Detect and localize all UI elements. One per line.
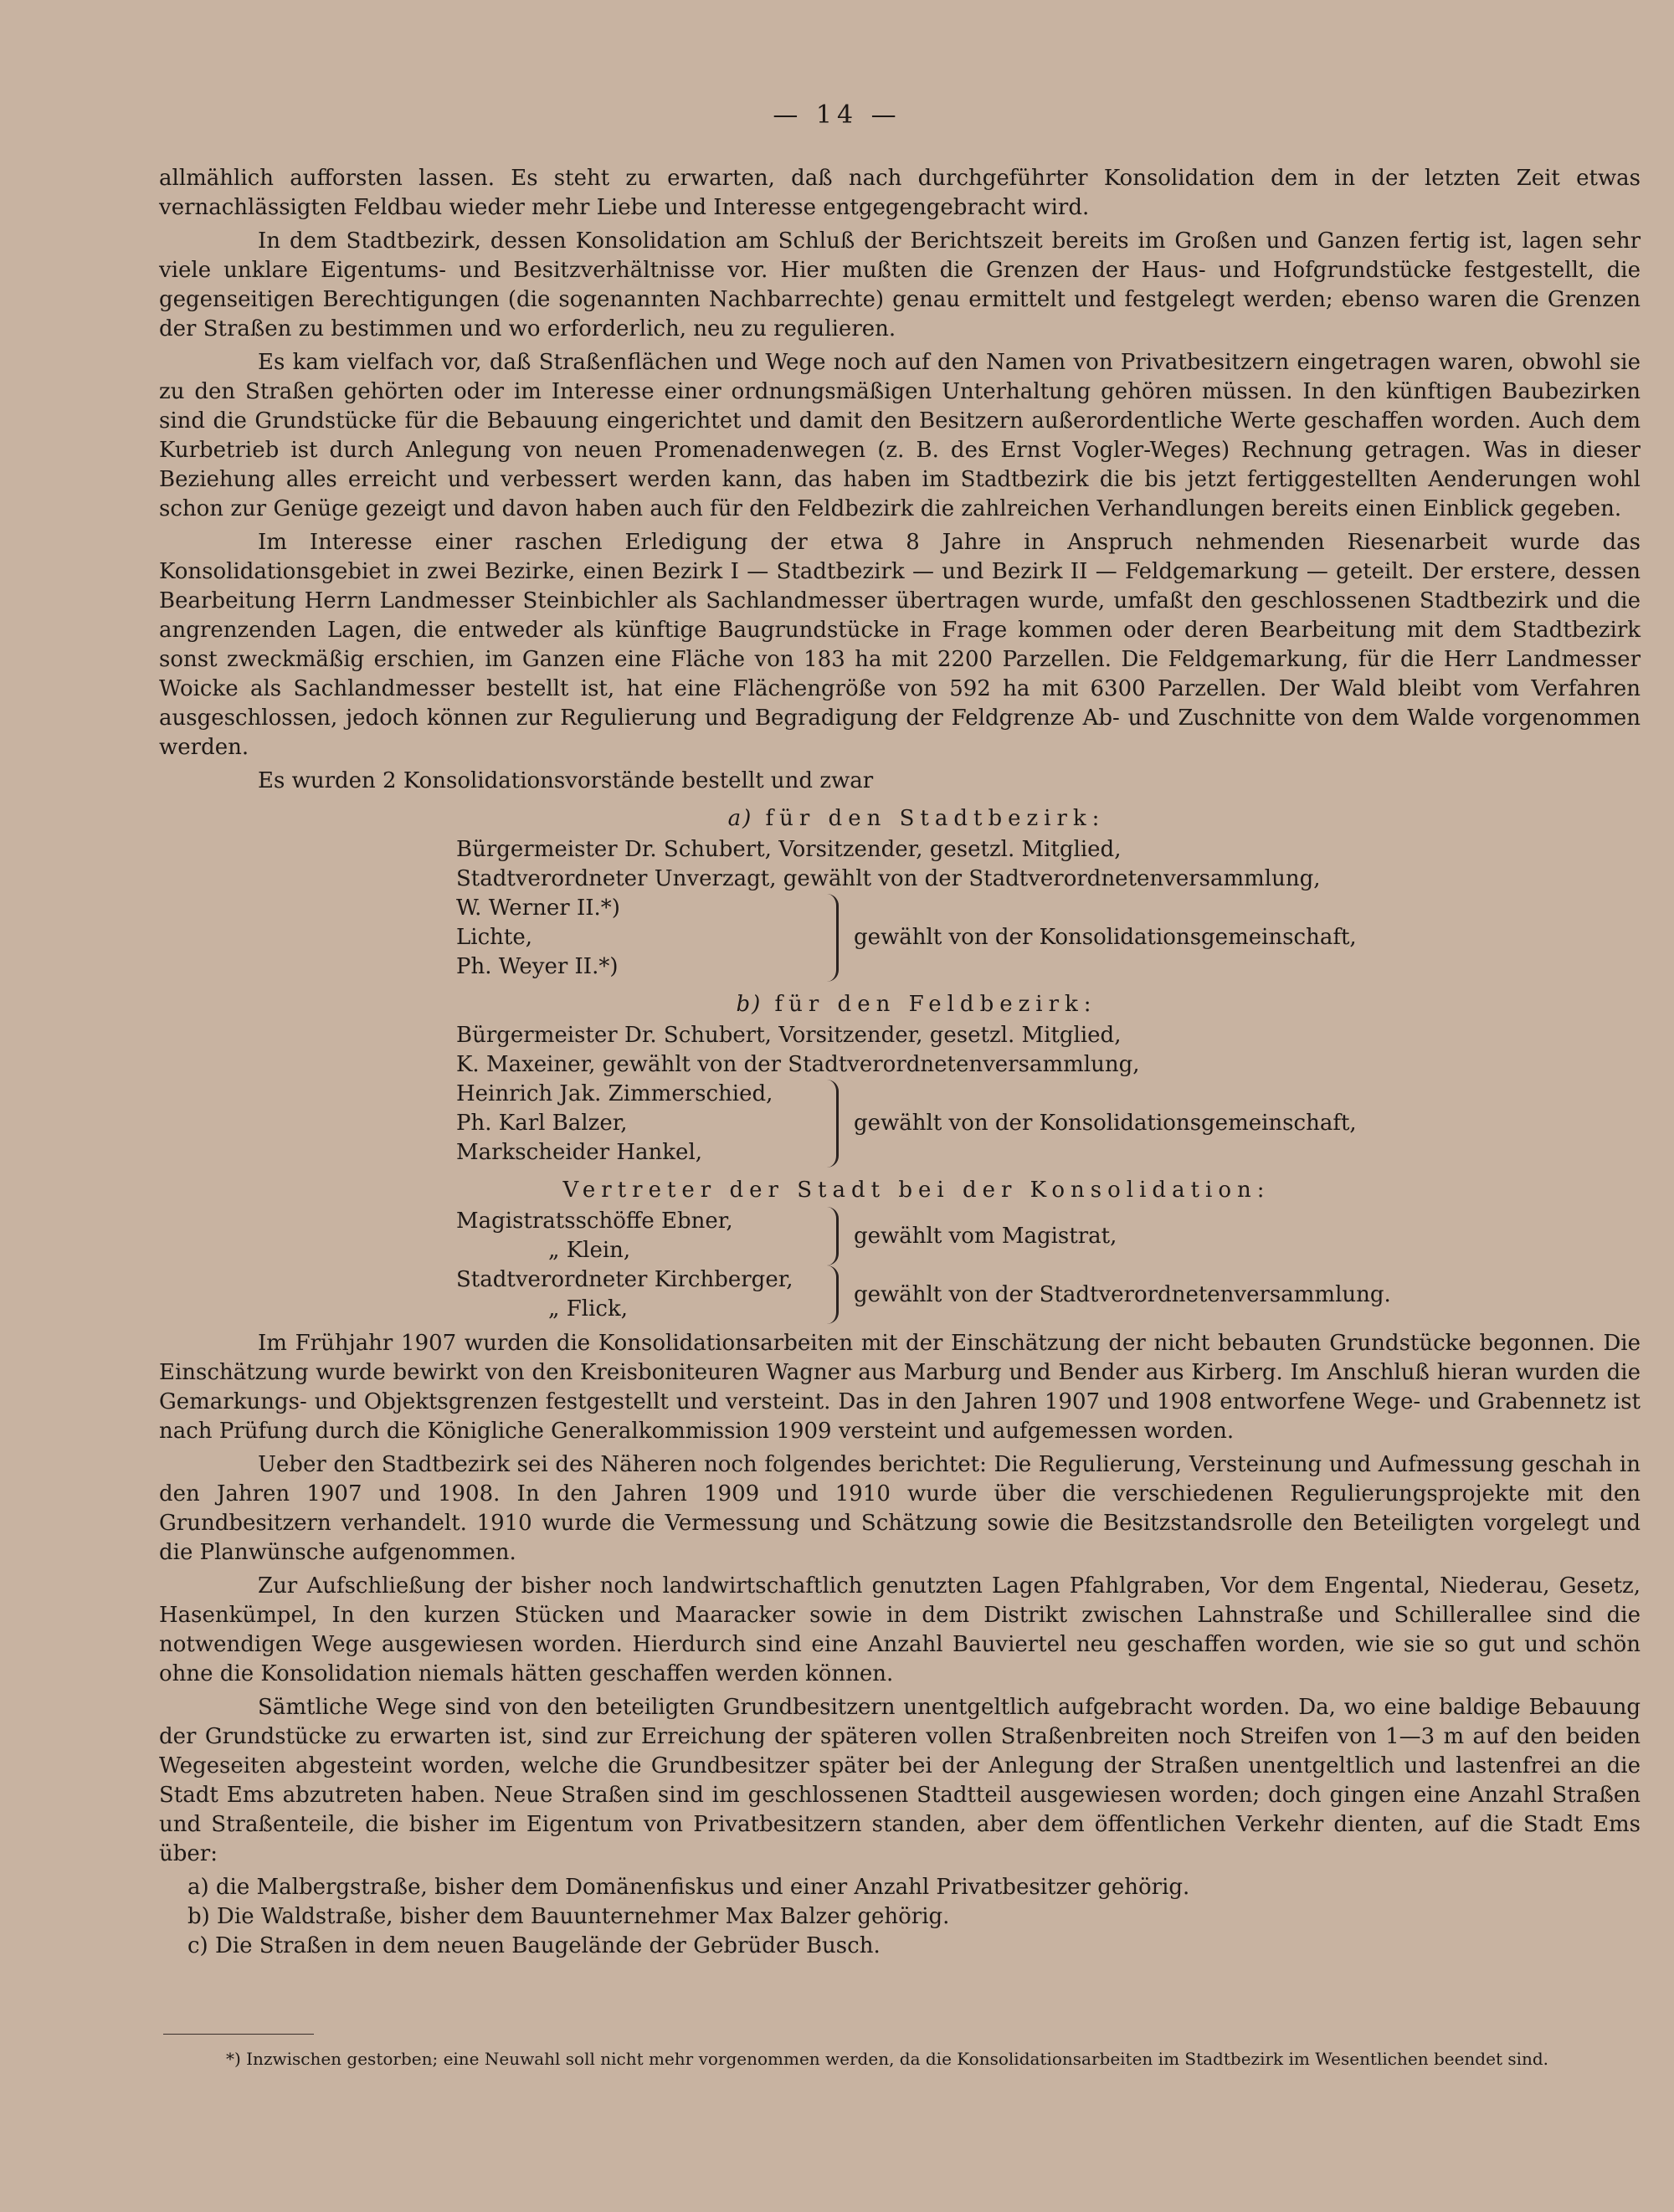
footnote: *) Inzwischen gestorben; eine Neuwahl soll nicht mehr vorgenommen werden, da die Konsolidationsarbeiten im Stadtbezirk im Wesentlichen beendet sind. [226,2049,1549,2069]
member-name: Heinrich Jak. Zimmerschied, [456,1081,773,1106]
group-desc: gewählt vom Magistrat, [854,1223,1117,1249]
group-desc: gewählt von der Konsolidationsgemeinschaft, [854,1111,1357,1136]
member-name: Ph. Weyer II.*) [456,954,619,979]
member-group [159,1080,1641,1168]
member-group [159,1265,1641,1324]
paragraph: Ueber den Stadtbezirk sei des Näheren noch folgendes berichtet: Die Regulierung, Versteinung und Aufmessung geschah in den Jahren 1907 und 1908. In den Jahren 1909 und 1910 wurde über die verschiedenen Regulierungsprojekte mit den Grundbesitzern verhandelt. 1910 wurde die Vermessung und Schätzung sowie die Besitzstandsrolle den Beteiligten vorgelegt und die Planwünsche aufgenommen. [159,1452,1641,1565]
brace [816,1265,839,1324]
group-desc: gewählt von der Stadtverordnetenversammlung. [854,1281,1391,1307]
paragraph: Zur Aufschließung der bisher noch landwirtschaftlich genutzten Lagen Pfahlgraben, Vor dem Engental, Niederau, Gesetz, Hasenkümpel, In den kurzen Stücken und Maaracker sowie in dem Distrikt zwischen Lahnstraße und Schillerallee sind die notwendigen Wege ausgewiesen worden. Hierdurch sind eine Anzahl Bauviertel neu geschaffen worden, wie sie so gut und schön ohne die Konsolidation niemals hätten geschaffen werden können. [159,1573,1641,1686]
member-name: „ Klein, [548,1238,631,1263]
paragraph: allmählich aufforsten lassen. Es steht zu erwarten, daß nach durchgeführter Konsolidation dem in der letzten Zeit etwas vernachlässigten Feldbau wieder mehr Liebe und Interesse entgegengebracht wird. [159,166,1641,220]
group-desc: gewählt von der Konsolidationsgemeinschaft, [854,925,1357,950]
member-line: Bürgermeister Dr. Schubert, Vorsitzender, gesetzl. Mitglied, [456,1023,1122,1048]
member-name: Lichte, [456,925,532,950]
city-representatives [159,1176,1641,1324]
board-title: b) für den Feldbezirk: [736,992,1097,1017]
member-line: K. Maxeiner, gewählt von der Stadtverordnetenversammlung, [456,1052,1140,1077]
brace [816,1207,839,1265]
page-number: — 14 — [773,100,901,130]
member-name: Markscheider Hankel, [456,1140,703,1165]
list-item: a) die Malbergstraße, bisher dem Domänenfiskus und einer Anzahl Privatbesitzer gehörig. [187,1875,1190,1900]
brace [816,894,839,982]
board-title: Vertreter der Stadt bei der Konsolidation: [562,1178,1271,1203]
board-stadtbezirk [159,804,1641,982]
paragraph: In dem Stadtbezirk, dessen Konsolidation am Schluß der Berichtszeit bereits im Großen und Ganzen fertig ist, lagen sehr viele unklare Eigentums- und Besitzverhältnisse vor. Hier mußten die Grenzen der Haus- und Hofgrundstücke festgestellt, die gegenseitigen Berechtigungen (die sogenannten Nachbarrechte) genau ermittelt und festgelegt werden; ebenso waren die Grenzen der Straßen zu bestimmen und wo erforderlich, neu zu regulieren. [159,228,1641,341]
member-line: Stadtverordneter Unverzagt, gewählt von der Stadtverordnetenversammlung, [456,866,1321,891]
main-text [159,164,1641,1961]
paragraph: Sämtliche Wege sind von den beteiligten Grundbesitzern unentgeltlich aufgebracht worden. Da, wo eine baldige Bebauung der Grundstücke zu erwarten ist, sind zur Erreichung der späteren vollen Straßenbreiten noch Streifen von 1—3 m auf den beiden Wegeseiten abgesteint worden, welche die Grundbesitzer später bei der Anlegung der Straßen unentgeltlich und lastenfrei an die Stadt Ems abzutreten haben. Neue Straßen sind im geschlossenen Stadtteil ausgewiesen worden; doch gingen eine Anzahl Straßen und Straßenteile, die bisher im Eigentum von Privatbesitzern standen, aber dem öffentlichen Verkehr dienten, auf die Stadt Ems über: [159,1695,1641,1866]
paragraph: Im Frühjahr 1907 wurden die Konsolidationsarbeiten mit der Einschätzung der nicht bebauten Grundstücke begonnen. Die Einschätzung wurde bewirkt von den Kreisboniteuren Wagner aus Marburg und Bender aus Kirberg. Im Anschluß hieran wurden die Gemarkungs- und Objektsgrenzen festgestellt und versteint. Das in den Jahren 1907 und 1908 entworfene Wege- und Grabennetz ist nach Prüfung durch die Königliche Generalkommission 1909 versteint und aufgemessen worden. [159,1331,1641,1444]
member-line: Bürgermeister Dr. Schubert, Vorsitzender, gesetzl. Mitglied, [456,837,1122,862]
paragraph: Es kam vielfach vor, daß Straßenflächen und Wege noch auf den Namen von Privatbesitzern eingetragen waren, obwohl sie zu den Straßen gehörten oder im Interesse einer ordnungsmäßigen Unterhaltung gehören müssen. In den künftigen Baubezirken sind die Grundstücke für die Bebauung eingerichtet und damit den Besitzern außerordentliche Werte geschaffen worden. Auch dem Kurbetrieb ist durch Anlegung von neuen Promenadenwegen (z. B. des Ernst Vogler-Weges) Rechnung getragen. Was in dieser Beziehung alles erreicht und verbessert werden kann, das haben im Stadtbezirk die bis jetzt fertiggestellten Aenderungen wohl schon zur Genüge gezeigt und davon haben auch für den Feldbezirk die zahlreichen Verhandlungen bereits einen Einblick gegeben. [159,350,1641,521]
footnote-divider [163,2034,314,2035]
board-title: a) für den Stadtbezirk: [727,806,1106,831]
paragraph: Es wurden 2 Konsolidationsvorstände bestellt und zwar [258,768,874,793]
member-name: W. Werner II.*) [456,896,620,921]
board-feldbezirk [159,990,1641,1168]
list-item: b) Die Waldstraße, bisher dem Bauunternehmer Max Balzer gehörig. [187,1904,950,1929]
list-item: c) Die Straßen in dem neuen Baugelände der Gebrüder Busch. [187,1933,881,1958]
member-name: Magistratsschöffe Ebner, [456,1209,733,1234]
street-list [159,1873,1641,1961]
brace [816,1080,839,1168]
paragraph: Im Interesse einer raschen Erledigung der etwa 8 Jahre in Anspruch nehmenden Riesenarbeit wurde das Konsolidationsgebiet in zwei Bezirke, einen Bezirk I — Stadtbezirk — und Bezirk II — Feldgemarkung — geteilt. Der erstere, dessen Bearbeitung Herrn Landmesser Steinbichler als Sachlandmesser übertragen wurde, umfaßt den geschlossenen Stadtbezirk und die angrenzenden Lagen, die entweder als künftige Baugrundstücke in Frage kommen oder deren Bearbeitung mit dem Stadtbezirk sonst zweckmäßig erschien, im Ganzen eine Fläche von 183 ha mit 2200 Parzellen. Die Feldgemarkung, für die Herr Landmesser Woicke als Sachlandmesser bestellt ist, hat eine Flächengröße von 592 ha mit 6300 Parzellen. Der Wald bleibt vom Verfahren ausgeschlossen, jedoch können zur Regulierung und Begradigung der Feldgrenze Ab- und Zuschnitte von dem Walde vorgenommen werden. [159,530,1641,760]
member-group [159,894,1641,982]
member-name: „ Flick, [548,1296,628,1322]
member-name: Ph. Karl Balzer, [456,1111,628,1136]
member-name: Stadtverordneter Kirchberger, [456,1267,793,1292]
member-group [159,1207,1641,1265]
